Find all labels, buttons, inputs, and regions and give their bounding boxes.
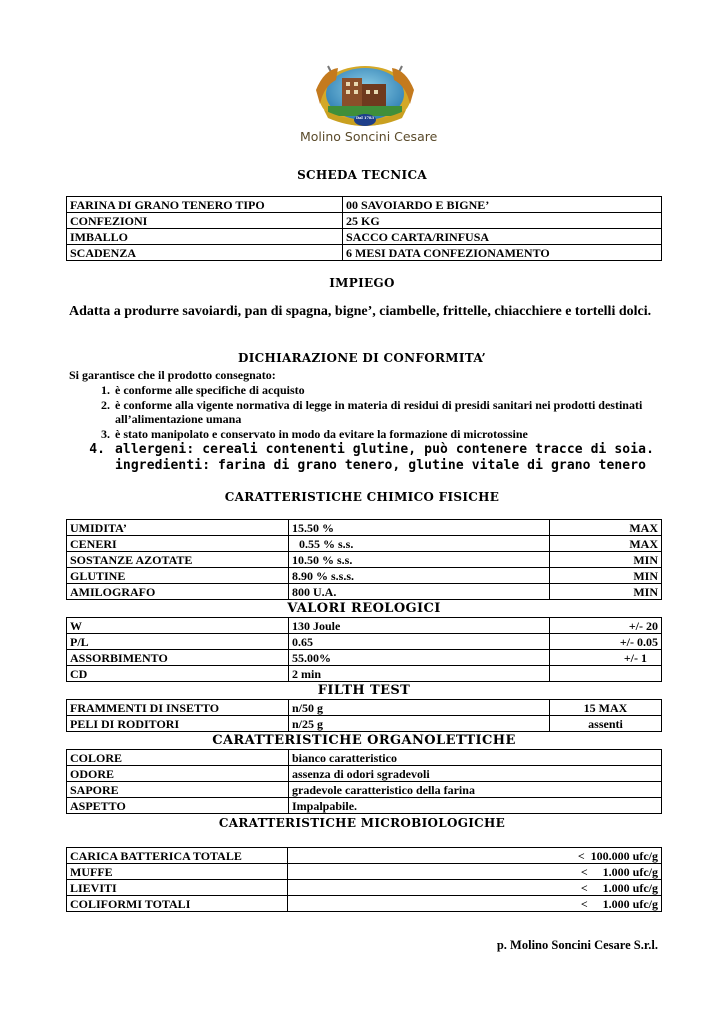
organolettiche-heading: CARATTERISTICHE ORGANOLETTICHE xyxy=(212,733,516,748)
product-label: IMBALLO xyxy=(67,229,343,245)
param-name: MUFFE xyxy=(67,864,288,880)
table-row xyxy=(67,716,662,732)
param-name: COLORE xyxy=(67,750,289,766)
section-heading-row xyxy=(67,732,662,750)
param-value: n/25 g xyxy=(289,716,550,732)
param-limit xyxy=(550,666,662,682)
filth-heading: FILTH TEST xyxy=(317,683,411,698)
conformita-heading: DICHIARAZIONE DI CONFORMITA’ xyxy=(238,351,486,365)
table-row xyxy=(67,700,662,716)
param-value: < 1.000 ufc/g xyxy=(288,864,662,880)
param-name: SAPORE xyxy=(67,782,289,798)
table-row xyxy=(67,520,662,536)
param-name: CENERI xyxy=(67,536,289,552)
product-value: 00 SAVOIARDO E BIGNE’ xyxy=(343,197,662,213)
impiego-text: Adatta a produrre savoiardi, pan di spagna, bigne’, ciambelle, frittelle, chiacchiere e tortelli dolci. xyxy=(69,304,652,319)
product-label: FARINA DI GRANO TENERO TIPO xyxy=(67,197,343,213)
param-limit: MIN xyxy=(550,568,662,584)
table-row xyxy=(67,896,662,912)
table-row xyxy=(67,766,662,782)
product-label: SCADENZA xyxy=(67,245,343,261)
param-value: < 100.000 ufc/g xyxy=(288,848,662,864)
table-row xyxy=(67,584,662,600)
table-row xyxy=(67,552,662,568)
param-value: bianco caratteristico xyxy=(289,750,662,766)
allergeni-item: 4. allergeni: cereali contenenti glutine, può contenere tracce di soia. ingredienti: farina di grano tenero, glutine vitale di grano tenero xyxy=(113,442,669,474)
product-value: SACCO CARTA/RINFUSA xyxy=(343,229,662,245)
param-value: assenza di odori sgradevoli xyxy=(289,766,662,782)
param-name: ODORE xyxy=(67,766,289,782)
param-value: 10.50 % s.s. xyxy=(289,552,550,568)
param-value: Impalpabile. xyxy=(289,798,662,814)
param-name: COLIFORMI TOTALI xyxy=(67,896,288,912)
page-title: SCHEDA TECNICA xyxy=(297,168,427,182)
param-limit: +/- 1 xyxy=(550,650,662,666)
param-name: LIEVITI xyxy=(67,880,288,896)
chimico-fisiche-heading: CARATTERISTICHE CHIMICO FISICHE xyxy=(224,490,500,504)
param-value: < 1.000 ufc/g xyxy=(288,880,662,896)
logo-company-name: Molino Soncini Cesare xyxy=(300,129,438,144)
table-row xyxy=(67,782,662,798)
table-row xyxy=(67,568,662,584)
analysis-table xyxy=(66,519,662,814)
param-name: CD xyxy=(67,666,289,682)
section-heading-row xyxy=(67,682,662,700)
signature: p. Molino Soncini Cesare S.r.l. xyxy=(496,938,658,952)
table-row xyxy=(67,536,662,552)
impiego-heading: IMPIEGO xyxy=(329,276,395,290)
param-name: PELI DI RODITORI xyxy=(67,716,289,732)
company-logo xyxy=(300,60,438,144)
param-name: ASSORBIMENTO xyxy=(67,650,289,666)
param-name: UMIDITA’ xyxy=(67,520,289,536)
param-value: 800 U.A. xyxy=(289,584,550,600)
param-value: < 1.000 ufc/g xyxy=(288,896,662,912)
logo-est-text: Dal 1783 xyxy=(355,116,375,120)
table-row xyxy=(67,848,662,864)
param-value: gradevole caratteristico della farina xyxy=(289,782,662,798)
table-row xyxy=(67,666,662,682)
table-row xyxy=(67,864,662,880)
param-value: 0.55 % s.s. xyxy=(289,536,550,552)
param-limit: MIN xyxy=(550,584,662,600)
product-value: 25 KG xyxy=(343,213,662,229)
table-row xyxy=(67,213,662,229)
param-value: 55.00% xyxy=(289,650,550,666)
table-row xyxy=(67,750,662,766)
reologici-heading: VALORI REOLOGICI xyxy=(287,601,441,616)
table-row xyxy=(67,618,662,634)
param-limit: +/- 0.05 xyxy=(550,634,662,650)
table-row xyxy=(67,880,662,896)
list-item: 2. è conforme alla vigente normativa di legge in materia di residui di presidi sanitari nei prodotti destinati all’alimentazione umana xyxy=(113,398,669,426)
conformita-intro: Si garantisce che il prodotto consegnato: xyxy=(69,368,276,382)
param-value: 2 min xyxy=(289,666,550,682)
param-value: 0.65 xyxy=(289,634,550,650)
param-name: SOSTANZE AZOTATE xyxy=(67,552,289,568)
param-name: CARICA BATTERICA TOTALE xyxy=(67,848,288,864)
param-limit: MIN xyxy=(550,552,662,568)
param-value: n/50 g xyxy=(289,700,550,716)
param-limit: MAX xyxy=(550,536,662,552)
table-row xyxy=(67,634,662,650)
param-name: P/L xyxy=(67,634,289,650)
table-row xyxy=(67,197,662,213)
product-table xyxy=(66,196,662,261)
param-name: W xyxy=(67,618,289,634)
list-item: 3. è stato manipolato e conservato in modo da evitare la formazione di microtossine xyxy=(113,427,669,441)
microbiologiche-heading: CARATTERISTICHE MICROBIOLOGICHE xyxy=(218,816,506,830)
table-row xyxy=(67,229,662,245)
product-label: CONFEZIONI xyxy=(67,213,343,229)
section-heading-row xyxy=(67,600,662,618)
param-name: GLUTINE xyxy=(67,568,289,584)
param-limit: MAX xyxy=(550,520,662,536)
microbiology-table xyxy=(66,847,662,912)
list-item: 1. è conforme alle specifiche di acquisto xyxy=(113,383,669,397)
param-limit: 15 MAX xyxy=(550,700,662,716)
table-row xyxy=(67,798,662,814)
param-value: 8.90 % s.s.s. xyxy=(289,568,550,584)
table-row xyxy=(67,650,662,666)
table-row xyxy=(67,245,662,261)
conformita-list xyxy=(69,383,669,474)
conformita-section xyxy=(69,368,669,475)
param-name: ASPETTO xyxy=(67,798,289,814)
param-value: 15.50 % xyxy=(289,520,550,536)
param-name: FRAMMENTI DI INSETTO xyxy=(67,700,289,716)
product-value: 6 MESI DATA CONFEZIONAMENTO xyxy=(343,245,662,261)
param-limit: +/- 20 xyxy=(550,618,662,634)
param-limit: assenti xyxy=(550,716,662,732)
param-value: 130 Joule xyxy=(289,618,550,634)
mill-emblem-icon xyxy=(306,60,424,128)
param-name: AMILOGRAFO xyxy=(67,584,289,600)
